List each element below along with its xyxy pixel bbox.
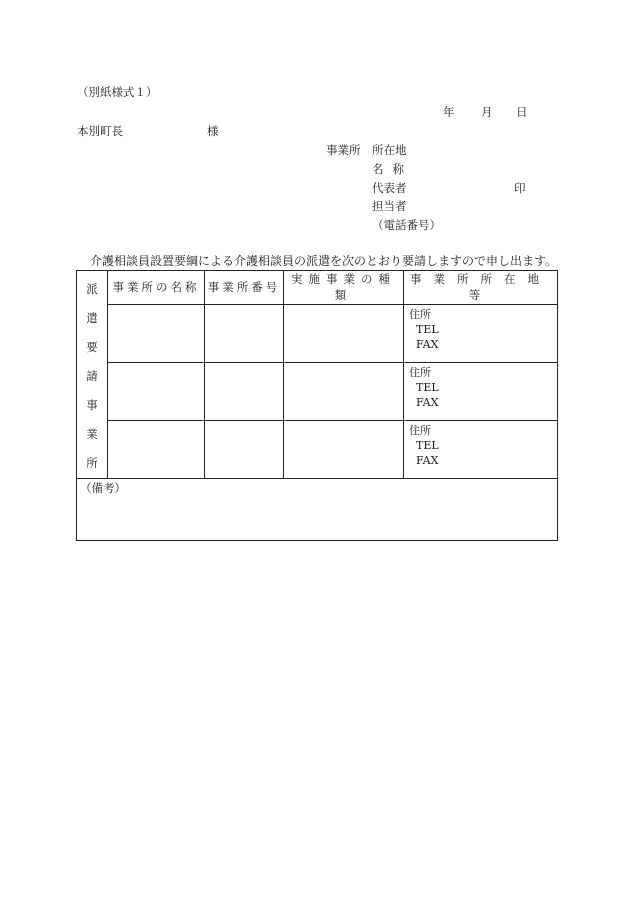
request-statement: 介護相談員設置要綱による介護相談員の派遣を次のとおり要請しますので申し出ます。 [90, 254, 558, 268]
address-label: 住所 [409, 307, 431, 321]
header-office-number: 事業所番号 [205, 271, 284, 305]
office-number-cell[interactable] [205, 362, 284, 420]
addressee: 本別町長 [77, 124, 123, 138]
side-label-char: 派 [86, 282, 98, 296]
table-row [77, 362, 558, 420]
phone-field-label: （電話番号） [372, 218, 441, 232]
header-office-name: 事業所の名称 [108, 271, 205, 305]
location-cell[interactable] [404, 362, 558, 420]
form-id: （別紙様式１） [77, 85, 158, 99]
name-field-label: 名称 [372, 162, 413, 176]
address-label: 住所 [409, 365, 431, 379]
office-number-cell[interactable] [205, 420, 284, 478]
office-name-cell[interactable] [108, 304, 205, 362]
service-type-cell[interactable] [284, 420, 404, 478]
office-name-cell[interactable] [108, 362, 205, 420]
service-type-cell[interactable] [284, 304, 404, 362]
tel-label: TEL [416, 438, 439, 452]
side-label-char: 要 [86, 340, 98, 354]
side-label-char: 遣 [86, 311, 98, 325]
remarks-cell[interactable] [77, 479, 558, 541]
person-in-charge-field-label: 担当者 [372, 199, 407, 213]
seal-mark: 印 [514, 181, 526, 195]
fax-label: FAX [416, 395, 439, 409]
tel-label: TEL [416, 322, 439, 336]
fax-label: FAX [416, 337, 439, 351]
date-year-label: 年 [443, 105, 455, 119]
address-label: 住所 [409, 423, 431, 437]
tel-label: TEL [416, 380, 439, 394]
fax-label: FAX [416, 453, 439, 467]
side-label-char: 請 [86, 369, 98, 383]
side-label-char: 事 [86, 398, 98, 412]
service-type-cell[interactable] [284, 362, 404, 420]
location-cell[interactable] [404, 304, 558, 362]
table-header-row [77, 271, 558, 305]
location-field-label: 所在地 [372, 143, 407, 157]
remarks-row [77, 479, 558, 541]
location-cell[interactable] [404, 420, 558, 478]
honorific: 様 [207, 124, 219, 138]
table-row [77, 304, 558, 362]
remarks-label: （備考） [80, 481, 126, 495]
header-service-type: 実施事業の種類 [284, 271, 404, 305]
office-number-cell[interactable] [205, 304, 284, 362]
side-label-char: 所 [86, 456, 98, 470]
side-label-dispatch-request-office [77, 271, 108, 479]
date-day-label: 日 [516, 105, 528, 119]
side-label-char: 業 [86, 427, 98, 441]
office-label: 事業所 [326, 143, 361, 157]
representative-field-label: 代表者 [372, 181, 407, 195]
office-name-cell[interactable] [108, 420, 205, 478]
table-row [77, 420, 558, 478]
date-month-label: 月 [481, 105, 493, 119]
request-table [76, 270, 558, 541]
header-office-location: 事業所所在地等 [404, 271, 558, 305]
